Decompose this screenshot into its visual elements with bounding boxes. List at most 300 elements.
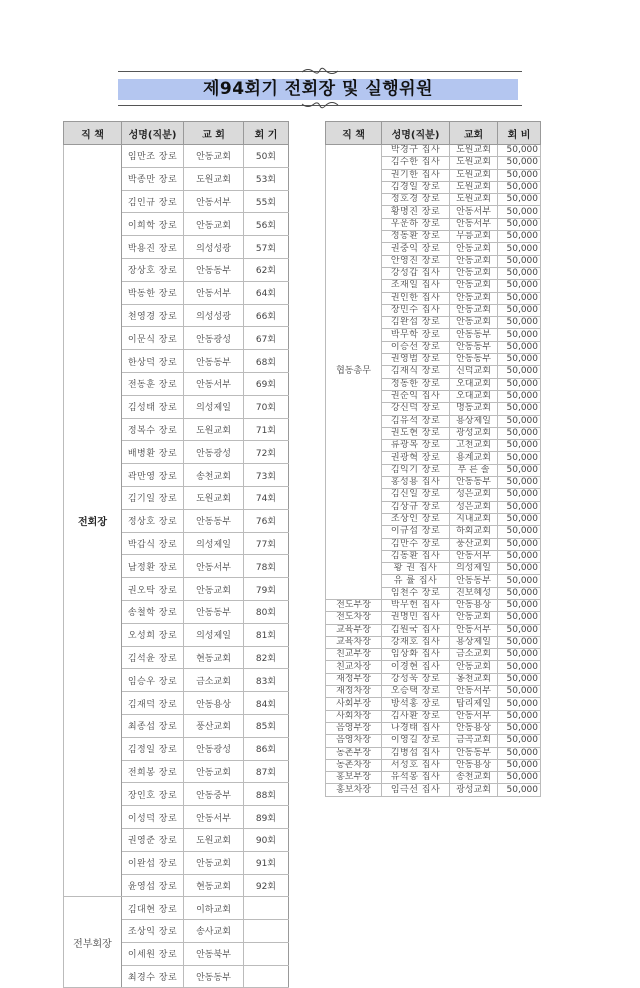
table-row (326, 636, 541, 648)
name-cell: 이경현 집사 (382, 661, 450, 673)
name-cell: 최경수 장로 (122, 965, 184, 988)
position-cell: 재정부장 (326, 673, 382, 685)
name-cell: 박종만 장로 (122, 167, 184, 190)
church-cell: 안동광성 (184, 737, 244, 760)
ornament-icon (300, 66, 340, 76)
header-name: 성명(직분) (122, 122, 184, 145)
church-cell: 도원교회 (450, 157, 498, 169)
position-cell: 사회차장 (326, 710, 382, 722)
fee-cell: 50,000 (498, 587, 541, 599)
church-cell: 진보혜성 (450, 587, 498, 599)
church-cell: 안동교회 (450, 612, 498, 624)
church-cell: 의성제일 (184, 395, 244, 418)
church-cell: 용상제일 (450, 415, 498, 427)
name-cell: 임만조 장로 (122, 145, 184, 168)
fee-cell: 50,000 (498, 538, 541, 550)
term-cell: 66회 (244, 304, 289, 327)
position-cell: 농촌차장 (326, 759, 382, 771)
fee-cell: 50,000 (498, 772, 541, 784)
name-cell: 정동환 장로 (382, 231, 450, 243)
table-row (326, 722, 541, 734)
church-cell: 고천교회 (450, 440, 498, 452)
term-cell: 74회 (244, 486, 289, 509)
table-row (326, 649, 541, 661)
term-cell: 90회 (244, 828, 289, 851)
church-cell: 도원교회 (184, 486, 244, 509)
header-term: 회 기 (244, 122, 289, 145)
name-cell: 최종섭 장로 (122, 714, 184, 737)
church-cell: 송천교회 (184, 464, 244, 487)
fee-cell: 50,000 (498, 206, 541, 218)
church-cell: 금소교회 (184, 669, 244, 692)
table-row (326, 599, 541, 611)
name-cell: 송철학 장로 (122, 600, 184, 623)
fee-cell: 50,000 (498, 231, 541, 243)
term-cell: 53회 (244, 167, 289, 190)
table-row (326, 661, 541, 673)
past-presidents-table (63, 121, 289, 988)
name-cell: 임승우 장로 (122, 669, 184, 692)
name-cell: 박무헌 집사 (382, 599, 450, 611)
church-cell: 안동서부 (450, 686, 498, 698)
church-cell: 도원교회 (450, 145, 498, 157)
term-cell: 69회 (244, 372, 289, 395)
fee-cell: 50,000 (498, 501, 541, 513)
church-cell: 안동용상 (450, 599, 498, 611)
church-cell: 용상제일 (450, 636, 498, 648)
name-cell: 정동한 장로 (382, 378, 450, 390)
church-cell: 안동교회 (184, 213, 244, 236)
name-cell: 강재호 집사 (382, 636, 450, 648)
term-cell: 55회 (244, 190, 289, 213)
term-cell: 82회 (244, 646, 289, 669)
church-cell: 안동용상 (450, 722, 498, 734)
name-cell: 김동환 집사 (382, 550, 450, 562)
name-cell: 남정환 장로 (122, 555, 184, 578)
name-cell: 전동훈 장로 (122, 372, 184, 395)
church-cell: 지내교회 (450, 513, 498, 525)
name-cell: 김경일 장로 (382, 181, 450, 193)
church-cell: 의성성광 (184, 304, 244, 327)
fee-cell: 50,000 (498, 575, 541, 587)
fee-cell: 50,000 (498, 686, 541, 698)
fee-cell: 50,000 (498, 415, 541, 427)
church-cell: 안동교회 (450, 267, 498, 279)
church-cell: 안동교회 (450, 661, 498, 673)
church-cell: 의성성광 (184, 236, 244, 259)
table-row (326, 747, 541, 759)
fee-cell: 50,000 (498, 181, 541, 193)
fee-cell: 50,000 (498, 341, 541, 353)
church-cell: 안동동부 (450, 477, 498, 489)
term-cell: 84회 (244, 692, 289, 715)
name-cell: 윤영섭 장로 (122, 874, 184, 897)
term-cell: 88회 (244, 783, 289, 806)
position-cell: 재정차장 (326, 686, 382, 698)
term-cell: 80회 (244, 600, 289, 623)
header-fee: 회 비 (498, 122, 541, 145)
position-cell: 교육차장 (326, 636, 382, 648)
name-cell: 전희봉 장로 (122, 760, 184, 783)
term-cell (244, 920, 289, 943)
church-cell: 푸 른 솔 (450, 464, 498, 476)
church-cell: 안동교회 (450, 317, 498, 329)
fee-cell: 50,000 (498, 280, 541, 292)
term-cell (244, 897, 289, 920)
name-cell: 김상규 장로 (382, 501, 450, 513)
fee-cell: 50,000 (498, 526, 541, 538)
church-cell: 도원교회 (184, 418, 244, 441)
name-cell: 박갑식 장로 (122, 532, 184, 555)
fee-cell: 50,000 (498, 292, 541, 304)
term-cell: 76회 (244, 509, 289, 532)
church-cell: 안동동부 (450, 329, 498, 341)
name-cell: 권영준 장로 (122, 828, 184, 851)
term-cell: 83회 (244, 669, 289, 692)
fee-cell: 50,000 (498, 599, 541, 611)
name-cell: 김유석 장로 (382, 415, 450, 427)
table-header-row (326, 122, 541, 145)
church-cell: 용계교회 (450, 452, 498, 464)
executive-committee-table (325, 121, 541, 797)
name-cell: 권영범 장로 (382, 354, 450, 366)
church-cell: 성은교회 (450, 501, 498, 513)
fee-cell: 50,000 (498, 354, 541, 366)
position-cell: 음영부장 (326, 722, 382, 734)
name-cell: 김신일 장로 (382, 489, 450, 501)
fee-cell: 50,000 (498, 612, 541, 624)
church-cell: 안동서부 (450, 218, 498, 230)
term-cell: 85회 (244, 714, 289, 737)
name-cell: 정상호 장로 (122, 509, 184, 532)
name-cell: 권기한 집사 (382, 169, 450, 181)
fee-cell: 50,000 (498, 747, 541, 759)
table-row (326, 145, 541, 157)
name-cell: 임상화 집사 (382, 649, 450, 661)
church-cell: 안동중부 (184, 783, 244, 806)
term-cell (244, 965, 289, 988)
term-cell: 64회 (244, 281, 289, 304)
church-cell: 안동광성 (184, 441, 244, 464)
fee-cell: 50,000 (498, 267, 541, 279)
term-cell: 77회 (244, 532, 289, 555)
table-row (326, 710, 541, 722)
name-cell: 박경구 집사 (382, 145, 450, 157)
fee-cell: 50,000 (498, 169, 541, 181)
name-cell: 한상덕 장로 (122, 350, 184, 373)
term-cell: 87회 (244, 760, 289, 783)
name-cell: 조상인 장로 (382, 513, 450, 525)
church-cell: 안동광성 (184, 327, 244, 350)
church-cell: 안동동부 (450, 747, 498, 759)
fee-cell: 50,000 (498, 390, 541, 402)
position-cell: 친교차장 (326, 661, 382, 673)
fee-cell: 50,000 (498, 194, 541, 206)
church-cell: 안동서부 (184, 555, 244, 578)
church-cell: 광성교회 (450, 427, 498, 439)
name-cell: 권광혁 장로 (382, 452, 450, 464)
fee-cell: 50,000 (498, 452, 541, 464)
church-cell: 안동교회 (450, 304, 498, 316)
name-cell: 배병환 장로 (122, 441, 184, 464)
name-cell: 김석윤 장로 (122, 646, 184, 669)
church-cell: 도원교회 (184, 167, 244, 190)
church-cell: 안동용상 (184, 692, 244, 715)
name-cell: 김대현 장로 (122, 897, 184, 920)
church-cell: 안동서부 (184, 806, 244, 829)
name-cell: 박용진 장로 (122, 236, 184, 259)
position-cell: 농촌부장 (326, 747, 382, 759)
position-cell: 전도부장 (326, 599, 382, 611)
church-cell: 금소교회 (450, 649, 498, 661)
name-cell: 장상호 장로 (122, 258, 184, 281)
name-cell: 박무학 장로 (382, 329, 450, 341)
church-cell: 현동교회 (184, 646, 244, 669)
header-position: 직 책 (326, 122, 382, 145)
fee-cell: 50,000 (498, 145, 541, 157)
church-cell: 의성제일 (450, 563, 498, 575)
name-cell: 김원국 집사 (382, 624, 450, 636)
term-cell (244, 942, 289, 965)
church-cell: 안동교회 (450, 255, 498, 267)
name-cell: 강성갑 집사 (382, 267, 450, 279)
church-cell: 안동서부 (450, 206, 498, 218)
church-cell: 안동교회 (450, 243, 498, 255)
fee-cell: 50,000 (498, 427, 541, 439)
name-cell: 권도현 장로 (382, 427, 450, 439)
name-cell: 김만수 장로 (382, 538, 450, 550)
fee-cell: 50,000 (498, 378, 541, 390)
name-cell: 임천수 장로 (382, 587, 450, 599)
church-cell: 신덕교회 (450, 366, 498, 378)
fee-cell: 50,000 (498, 157, 541, 169)
fee-cell: 50,000 (498, 304, 541, 316)
table-row (326, 784, 541, 796)
position-cell: 협동총무 (326, 145, 382, 600)
term-cell: 81회 (244, 623, 289, 646)
church-cell: 도원교회 (450, 181, 498, 193)
term-cell: 89회 (244, 806, 289, 829)
term-cell: 71회 (244, 418, 289, 441)
church-cell: 금곡교회 (450, 735, 498, 747)
ornament-icon (300, 100, 340, 110)
name-cell: 강신덕 장로 (382, 403, 450, 415)
term-cell: 68회 (244, 350, 289, 373)
church-cell: 안동교회 (184, 851, 244, 874)
fee-cell: 50,000 (498, 673, 541, 685)
position-cell: 전부회장 (64, 897, 122, 988)
name-cell: 김재식 장로 (382, 366, 450, 378)
term-cell: 62회 (244, 258, 289, 281)
name-cell: 김사환 장로 (382, 710, 450, 722)
table-row (326, 686, 541, 698)
fee-cell: 50,000 (498, 464, 541, 476)
header-name: 성명(직분) (382, 122, 450, 145)
position-cell: 전도차장 (326, 612, 382, 624)
fee-cell: 50,000 (498, 710, 541, 722)
church-cell: 안동서부 (184, 190, 244, 213)
church-cell: 옹천교회 (450, 673, 498, 685)
name-cell: 이완섭 장로 (122, 851, 184, 874)
table-row (64, 145, 289, 168)
fee-cell: 50,000 (498, 563, 541, 575)
name-cell: 이규섭 장로 (382, 526, 450, 538)
table-header-row (64, 122, 289, 145)
name-cell: 홍성용 집사 (382, 477, 450, 489)
name-cell: 박동한 장로 (122, 281, 184, 304)
church-cell: 안동서부 (450, 624, 498, 636)
church-cell: 안동용상 (450, 759, 498, 771)
name-cell: 김수한 집사 (382, 157, 450, 169)
name-cell: 이희학 장로 (122, 213, 184, 236)
name-cell: 방석홍 장로 (382, 698, 450, 710)
term-cell: 56회 (244, 213, 289, 236)
name-cell: 오성희 장로 (122, 623, 184, 646)
church-cell: 안동교회 (184, 760, 244, 783)
fee-cell: 50,000 (498, 329, 541, 341)
name-cell: 조상익 장로 (122, 920, 184, 943)
name-cell: 오승택 장로 (382, 686, 450, 698)
fee-cell: 50,000 (498, 255, 541, 267)
fee-cell: 50,000 (498, 636, 541, 648)
name-cell: 안영진 장로 (382, 255, 450, 267)
position-cell: 홍보차장 (326, 784, 382, 796)
church-cell: 안동동부 (184, 509, 244, 532)
position-cell: 사회부장 (326, 698, 382, 710)
fee-cell: 50,000 (498, 243, 541, 255)
name-cell: 곽만영 장로 (122, 464, 184, 487)
church-cell: 안동동부 (450, 341, 498, 353)
table-row (326, 759, 541, 771)
church-cell: 오대교회 (450, 390, 498, 402)
table-row (326, 772, 541, 784)
name-cell: 정호경 장로 (382, 194, 450, 206)
name-cell: 장인호 장로 (122, 783, 184, 806)
name-cell: 권명민 집사 (382, 612, 450, 624)
church-cell: 광성교회 (450, 784, 498, 796)
church-cell: 하회교회 (450, 526, 498, 538)
fee-cell: 50,000 (498, 624, 541, 636)
page-title: 제94회기 전회장 및 실행위원 (118, 79, 518, 100)
church-cell: 안동서부 (450, 710, 498, 722)
fee-cell: 50,000 (498, 550, 541, 562)
fee-cell: 50,000 (498, 661, 541, 673)
table-row (326, 673, 541, 685)
name-cell: 류광복 장로 (382, 440, 450, 452)
term-cell: 50회 (244, 145, 289, 168)
term-cell: 91회 (244, 851, 289, 874)
church-cell: 도원교회 (184, 828, 244, 851)
church-cell: 안동서부 (184, 372, 244, 395)
name-cell: 서성호 집사 (382, 759, 450, 771)
church-cell: 안동교회 (450, 280, 498, 292)
header-position: 직 책 (64, 122, 122, 145)
name-cell: 김익기 장로 (382, 464, 450, 476)
church-cell: 안동동부 (450, 575, 498, 587)
name-cell: 장민수 집사 (382, 304, 450, 316)
name-cell: 유 률 집사 (382, 575, 450, 587)
term-cell: 92회 (244, 874, 289, 897)
term-cell: 86회 (244, 737, 289, 760)
name-cell: 우운하 장로 (382, 218, 450, 230)
church-cell: 풍산교회 (450, 538, 498, 550)
church-cell: 안동교회 (184, 578, 244, 601)
term-cell: 78회 (244, 555, 289, 578)
header-church: 교 회 (184, 122, 244, 145)
name-cell: 이성덕 장로 (122, 806, 184, 829)
fee-cell: 50,000 (498, 735, 541, 747)
fee-cell: 50,000 (498, 784, 541, 796)
church-cell: 오대교회 (450, 378, 498, 390)
church-cell: 안동교회 (184, 145, 244, 168)
name-cell: 정복수 장로 (122, 418, 184, 441)
church-cell: 무릉교회 (450, 231, 498, 243)
name-cell: 김인규 장로 (122, 190, 184, 213)
name-cell: 김정일 장로 (122, 737, 184, 760)
name-cell: 권중익 장로 (382, 243, 450, 255)
name-cell: 김병섭 집사 (382, 747, 450, 759)
name-cell: 황 권 집사 (382, 563, 450, 575)
name-cell: 조재일 집사 (382, 280, 450, 292)
church-cell: 안동동부 (184, 350, 244, 373)
church-cell: 탑리제일 (450, 698, 498, 710)
table-row (326, 624, 541, 636)
position-cell: 친교부장 (326, 649, 382, 661)
name-cell: 임극선 집사 (382, 784, 450, 796)
church-cell: 성은교회 (450, 489, 498, 501)
name-cell: 김완섭 장로 (382, 317, 450, 329)
church-cell: 도원교회 (450, 194, 498, 206)
church-cell: 안동동부 (184, 600, 244, 623)
church-cell: 도원교회 (450, 169, 498, 181)
name-cell: 강성욱 장로 (382, 673, 450, 685)
church-cell: 안동북부 (184, 942, 244, 965)
fee-cell: 50,000 (498, 489, 541, 501)
name-cell: 이승선 장로 (382, 341, 450, 353)
church-cell: 송사교회 (184, 920, 244, 943)
church-cell: 안동서부 (450, 550, 498, 562)
position-cell: 교육부장 (326, 624, 382, 636)
table-row (326, 735, 541, 747)
header-church: 교회 (450, 122, 498, 145)
name-cell: 권순익 집사 (382, 390, 450, 402)
church-cell: 안동교회 (450, 292, 498, 304)
name-cell: 이문식 장로 (122, 327, 184, 350)
fee-cell: 50,000 (498, 366, 541, 378)
name-cell: 이영길 장로 (382, 735, 450, 747)
church-cell: 현동교회 (184, 874, 244, 897)
church-cell: 명동교회 (450, 403, 498, 415)
church-cell: 송천교회 (450, 772, 498, 784)
church-cell: 안동동부 (184, 965, 244, 988)
church-cell: 의성제일 (184, 623, 244, 646)
fee-cell: 50,000 (498, 440, 541, 452)
church-cell: 풍산교회 (184, 714, 244, 737)
name-cell: 나경태 집사 (382, 722, 450, 734)
church-cell: 안동동부 (184, 258, 244, 281)
fee-cell: 50,000 (498, 317, 541, 329)
position-cell: 전회장 (64, 145, 122, 897)
table-row (64, 897, 289, 920)
name-cell: 김성태 장로 (122, 395, 184, 418)
fee-cell: 50,000 (498, 759, 541, 771)
fee-cell: 50,000 (498, 698, 541, 710)
name-cell: 김재덕 장로 (122, 692, 184, 715)
name-cell: 이세원 장로 (122, 942, 184, 965)
table-row (326, 698, 541, 710)
church-cell: 이하교회 (184, 897, 244, 920)
fee-cell: 50,000 (498, 403, 541, 415)
